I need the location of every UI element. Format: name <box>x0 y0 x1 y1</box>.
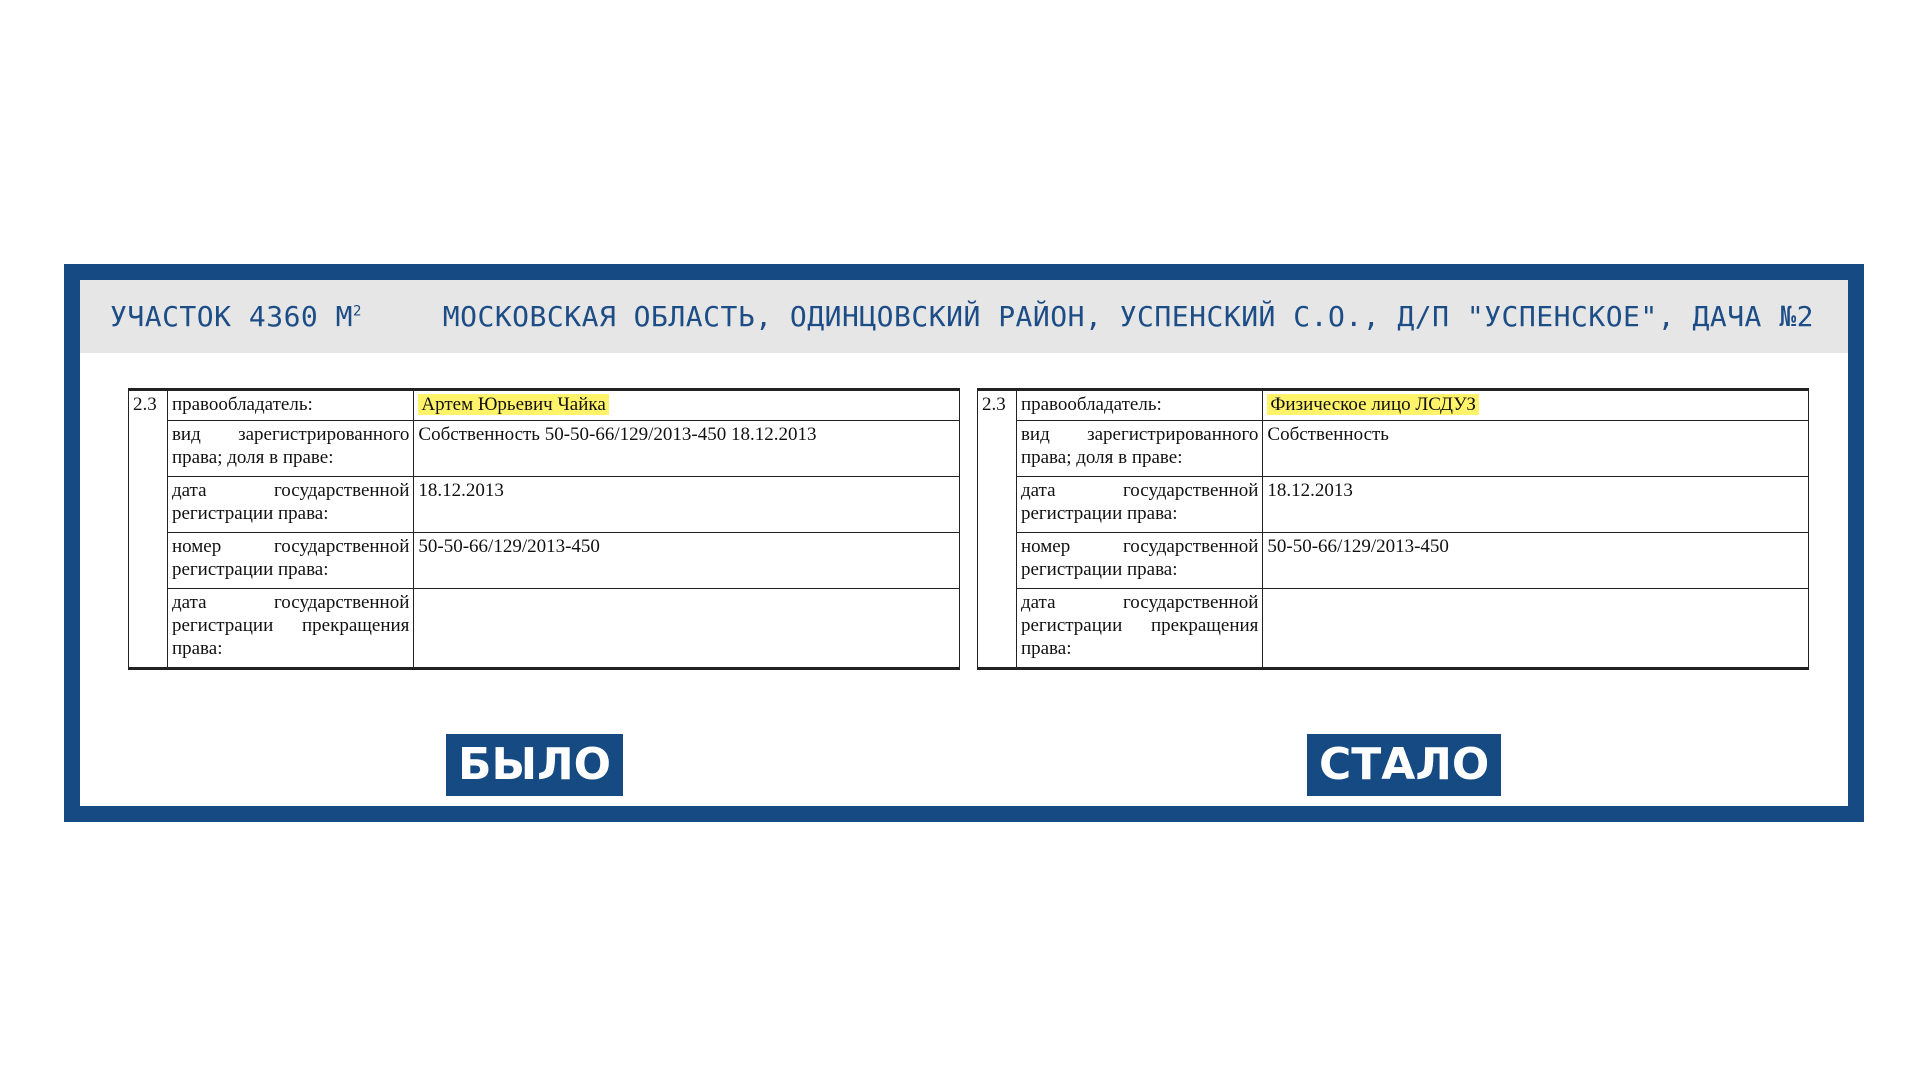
row-value <box>1263 390 1809 421</box>
record-table-after <box>977 388 1809 670</box>
record-after <box>977 388 1809 670</box>
row-value <box>1263 589 1809 669</box>
caption-before: БЫЛО <box>446 734 623 796</box>
record-table-before <box>128 388 960 670</box>
row-label: дата государственной регистрации прекращения права: <box>167 589 413 669</box>
header-bar <box>80 280 1848 353</box>
row-label: правообладатель: <box>167 390 413 421</box>
caption-after: СТАЛО <box>1307 734 1501 796</box>
owner-highlight: Артем Юрьевич Чайка <box>418 394 608 415</box>
row-label: правообладатель: <box>1016 390 1262 421</box>
address-title: МОСКОВСКАЯ ОБЛАСТЬ, ОДИНЦОВСКИЙ РАЙОН, УСПЕНСКИЙ С.О., Д/П "УСПЕНСКОЕ", ДАЧА №2 <box>442 300 1814 333</box>
record-before <box>128 388 960 670</box>
row-value: 18.12.2013 <box>414 477 960 533</box>
row-value: 50-50-66/129/2013-450 <box>1263 533 1809 589</box>
row-value: Собственность 50-50-66/129/2013-450 18.12.2013 <box>414 421 960 477</box>
owner-highlight: Физическое лицо ЛСДУЗ <box>1267 394 1479 415</box>
row-label: вид зарегистрированного права; доля в праве: <box>167 421 413 477</box>
row-label: вид зарегистрированного права; доля в праве: <box>1016 421 1262 477</box>
row-value: Собственность <box>1263 421 1809 477</box>
row-value <box>414 390 960 421</box>
row-value <box>414 589 960 669</box>
row-label: дата государственной регистрации права: <box>167 477 413 533</box>
section-number: 2.3 <box>129 390 168 669</box>
row-label: номер государственной регистрации права: <box>1016 533 1262 589</box>
plot-title: УЧАСТОК 4360 $М^2$ <box>110 300 362 333</box>
row-label: дата государственной регистрации прекращения права: <box>1016 589 1262 669</box>
row-value: 50-50-66/129/2013-450 <box>414 533 960 589</box>
section-number: 2.3 <box>978 390 1017 669</box>
comparison-frame <box>64 264 1864 822</box>
row-label: дата государственной регистрации права: <box>1016 477 1262 533</box>
row-value: 18.12.2013 <box>1263 477 1809 533</box>
row-label: номер государственной регистрации права: <box>167 533 413 589</box>
